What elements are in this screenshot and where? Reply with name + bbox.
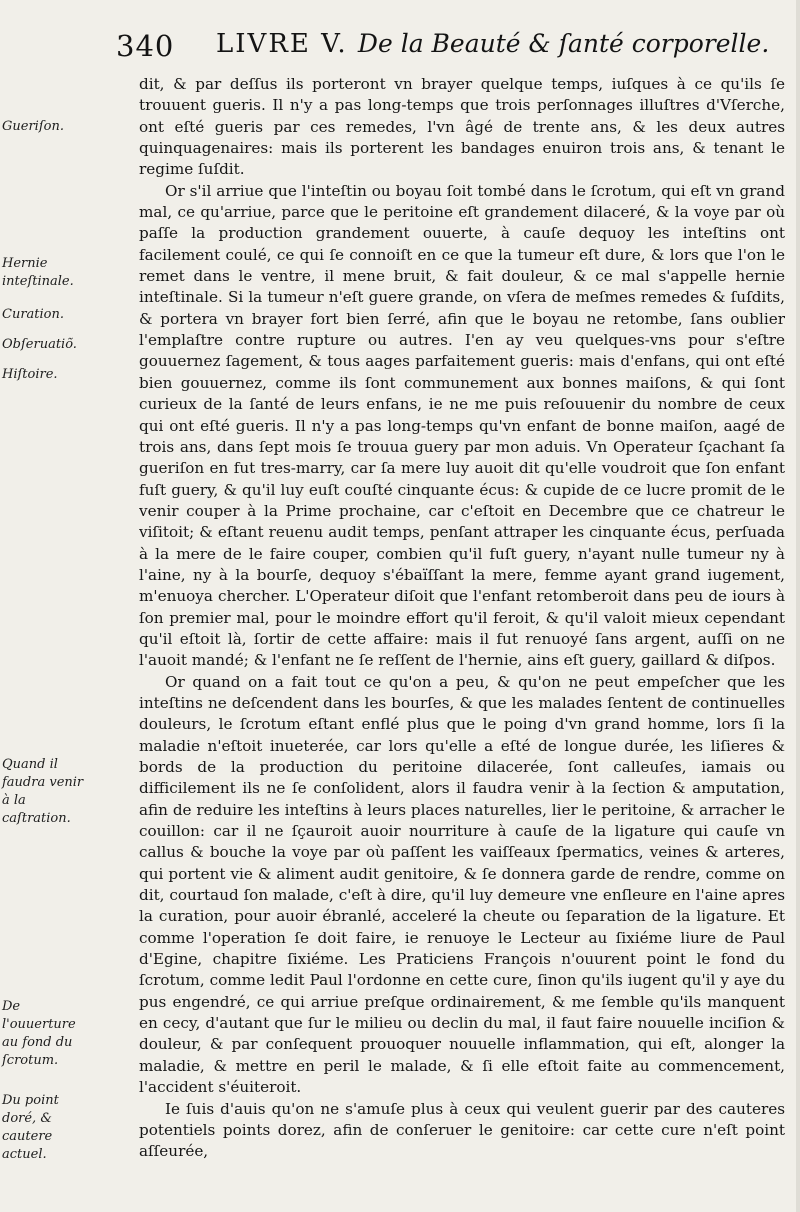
margin-note-curation: Curation. bbox=[2, 307, 64, 322]
margin-note-histoire: Hiſtoire. bbox=[2, 367, 58, 382]
paragraph-3: Or quand on a fait tout ce qu'on a peu, & qu'on ne peut empeſcher que les inteſtins ne deſcendent dans les bourſes, & que les malades ſentent de continuelles douleurs, le ſcrotum eſtant enflé plus que le poing d'vn grand homme, lors ſi la maladie n'eſtoit inueterée, car lors qu'elle a eſté de longue durée, les liſieres & bords de la production du peritoine dilacerée, ſont calleuſes, iamais ou difficilement ils ne ſe conſolident, alors il faudra venir à la ſection & amputation, afin de reduire les inteſtins à leurs places naturelles, lier le peritoine, & arracher le couillon: car il ne ſçauroit auoir nourriture à cauſe de la ligature qui cauſe vn callus & bouche la voye par où paſſent les vaiſſeaux ſpermatics, veines & arteres, qui portent vie & aliment audit genitoire, & ſe donnera garde de rendre, comme on dit, courtaud ſon malade, c'eſt à dire, qu'il luy demeure vne enſleure en l'aine apres la curation, pour auoir ébranlé, acceleré la cheute ou ſeparation de la ligature. Et comme l'operation ſe doit faire, ie renuoye le Lecteur au ſixiéme liure de Paul d'Egine, chapitre ſixiéme. Les Praticiens François n'ouurent point le fond du ſcrotum, comme ledit Paul l'ordonne en cette cure, ſinon qu'ils iugent qu'il y aye du pus engendré, ce qui arriue preſque ordinairement, & me ſemble qu'ils manquent en cecy, d'autant que ſur le milieu ou declin du mal, il faut faire nouuelle inciſion & douleur, & par conſequent prouoquer nouuelle inflammation, qui eſt, alonger la maladie, & mettre en peril le malade, & ſi elle eſtoit faite au commencement, l'accident s'éuiteroit. bbox=[139, 672, 785, 1097]
page-header bbox=[116, 24, 786, 70]
margin-note-ouverture-scrotum: De l'ouuerture au fond du ſcrotum. bbox=[2, 999, 76, 1068]
margin-note-castration: Quand il faudra venir à la caſtration. bbox=[2, 757, 84, 826]
running-head-title: De la Beauté & ſanté corporelle. bbox=[357, 29, 770, 58]
margin-note-hernie-intestinale: Hernie inteſtinale. bbox=[2, 256, 74, 289]
paragraph-4: Ie ſuis d'auis qu'on ne s'amuſe plus à ceux qui veulent guerir par des cauteres potentiels points dorez, afin de conſeruer le genitoire: car cette cure n'eſt point aſſeurée, bbox=[139, 1099, 785, 1161]
page-number: 340 bbox=[116, 29, 175, 63]
paragraph-1: dit, & par deſſus ils porteront vn brayer quelque temps, iuſques à ce qu'ils ſe trouuent gueris. Il n'y a pas long-temps que trois perſonnages illuſtres d'Vſerche, ont eſté gueris par ces remedes, l'vn âgé de trente ans, & les deux autres quinquagenaires: mais ils porterent les bandages enuiron trois ans, & tenant le regime ſuſdit. bbox=[139, 75, 785, 179]
paragraph-2: Or s'il arriue que l'inteſtin ou boyau ſoit tombé dans le ſcrotum, qui eſt vn grand mal, ce qu'arriue, parce que le peritoine eſt grandement dilaceré, & la voye par où paſſe la production grandement ouuerte, à cauſe dequoy les inteſtins ont facilement coulé, ce qui ſe connoiſt en ce que la tumeur eſt dure, & lors que l'on le remet dans le ventre, il mene bruit, & fait douleur, & ce mal s'appelle hernie inteſtinale. Si la tumeur n'eſt guere grande, on vſera de meſmes remedes & ſuſdits, & portera vn brayer fort bien ſerré, afin que le boyau ne retombe, ſans oublier l'emplaſtre contre rupture ou autres. I'en ay veu quelques-vns pour s'eſtre gouuernez ſagement, & tous aages parfaitement gueris: mais d'enfans, qui ont eſté bien gouuernez, comme ils ſont communement aux bonnes maiſons, & qui ſont curieux de la ſanté de leurs enfans, ie ne me puis reſouuenir du nombre de ceux qui ont eſté gueris. Il n'y a pas long-temps qu'vn enfant de bonne maiſon, aagé de trois ans, dans ſept mois ſe trouua guery par mon aduis. Vn Operateur ſçachant ſa gueriſon en fut tres-marry, car ſa mere luy auoit dit qu'elle voudroit que ſon enfant fuſt guery, & qu'il luy euſt couſté cinquante écus: & cupide de ce lucre promit de le venir couper à la Prime prochaine, car c'eſtoit en Decembre que ce chatreur le viſitoit; & eſtant reuenu audit temps, penſant attraper les cinquante écus, perſuada à la mere de le faire couper, combien qu'il fuſt guery, n'ayant nulle tumeur ny à l'aine, ny à la bourſe, dequoy s'ébaïſſant la mere, femme ayant grand iugement, m'enuoya chercher. L'Operateur diſoit que l'enfant retomberoit dans peu de iours à ſon premier mal, pour le moindre effort qu'il feroit, & qu'il valoit mieux cependant qu'il eſtoit là, ſortir de cette affaire: mais il fut renuoyé ſans argent, auſſi on ne l'auoit mandé; & l'enfant ne ſe reſſent de l'hernie, ains eſt guery, gaillard & diſpos. bbox=[139, 181, 785, 670]
page-edge-shadow bbox=[796, 0, 800, 1212]
margin-note-observation: Obſeruatiõ. bbox=[2, 337, 77, 352]
body-text bbox=[139, 74, 785, 1202]
margin-note-guerison: Gueriſon. bbox=[2, 119, 64, 134]
margin-note-point-dore: Du point doré, & cautere actuel. bbox=[2, 1093, 59, 1162]
running-head bbox=[216, 29, 769, 59]
running-head-book: LIVRE V. bbox=[216, 29, 348, 59]
